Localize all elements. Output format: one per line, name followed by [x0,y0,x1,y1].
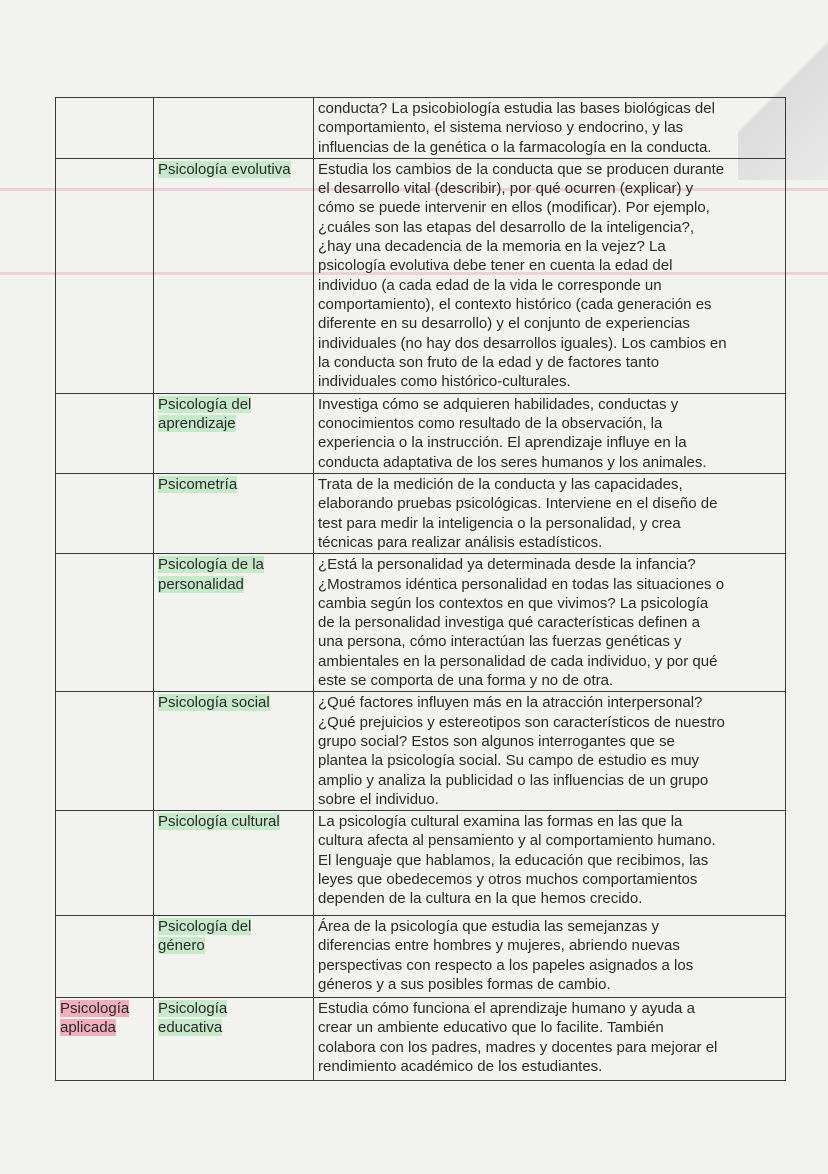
description-cell [314,692,786,811]
branch-cell-text: Psicometría [158,476,238,494]
area-cell [56,393,154,473]
table-row [56,474,786,554]
description-cell-text: Estudia cómo funciona el aprendizaje humano y ayuda a crear un ambiente educativo que lo facilite. También colabora con los padres, madres y docentes para mejorar el rendimiento académico de los estudiantes. [318,1000,718,1076]
branch-cell-text: Psicología educativa [158,1000,228,1037]
branch-cell-text: Psicología evolutiva [158,160,291,178]
description-cell-text: conducta? La psicobiología estudia las bases biológicas del comportamiento, el sistema nervioso y endocrino, y las influencias de la genética o la farmacología en la conducta. [318,100,715,156]
description-cell-text: ¿Qué factores influyen más en la atracción interpersonal? ¿Qué prejuicios y estereotipos son característicos de nuestro grupo social? Estos son algunos interrogantes que se plantea la psicología social. Su campo de estudio es muy amplio y analiza la publicidad o las influencias de un grupo sobre el individuo. [318,694,725,808]
branch-cell [154,811,314,916]
area-cell [56,474,154,554]
table-row [56,916,786,998]
description-cell-text: ¿Está la personalidad ya determinada desde la infancia? ¿Mostramos idéntica personalidad en todas las situaciones o cambia según los contextos en que vivimos? La psicología de la personalidad investiga qué características definen a una persona, cómo interactúan las fuerzas genéticas y ambientales en la personalidad de cada individuo, y por qué este se comporta de una forma y no de otra. [318,556,725,690]
branch-cell-text: Psicología de la personalidad [158,556,264,593]
table-row [56,158,786,393]
psychology-branches-table [55,97,786,1081]
branch-cell [154,158,314,393]
table-row [56,393,786,473]
branch-cell [154,692,314,811]
table-row [56,554,786,692]
branch-cell-text: Psicología del género [158,918,252,955]
table-row [56,692,786,811]
description-cell-text: Estudia los cambios de la conducta que se producen durante el desarrollo vital (describir), por qué ocurren (explicar) y cómo se puede intervenir en ellos (modificar). Por ejemplo, ¿cuáles son las etapas del desarrollo de la inteligencia?, ¿hay una decadencia de la memoria en la vejez? La psicología evolutiva debe tener en cuenta la edad del individuo (a cada edad de la vida le corresponde un comportamiento), el contexto histórico (cada generación es diferente en su desarrollo) y el conjunto de experiencias individuales (no hay dos desarrollos iguales). Los cambios en la conducta son fruto de la edad y de factores tanto individuales como histórico-culturales. [318,160,727,391]
area-cell [56,916,154,998]
branch-cell-text: Psicología social [158,694,270,712]
area-cell [56,158,154,393]
area-cell-text: Psicología aplicada [60,1000,130,1037]
description-cell-text: La psicología cultural examina las formas en las que la cultura afecta al pensamiento y al comportamiento humano. El lenguaje que hablamos, la educación que recibimos, las leyes que obedecemos y otros muchos comportamientos dependen de la cultura en la que hemos crecido. [318,813,716,908]
description-cell [314,554,786,692]
table-row [56,98,786,159]
branch-cell [154,98,314,159]
area-cell [56,554,154,692]
branch-cell [154,474,314,554]
description-cell [314,916,786,998]
branch-cell [154,554,314,692]
area-cell [56,811,154,916]
branch-cell-text: Psicología cultural [158,813,280,831]
description-cell [314,998,786,1081]
area-cell [56,998,154,1081]
area-cell [56,98,154,159]
description-cell [314,811,786,916]
table-row [56,998,786,1081]
branch-cell [154,916,314,998]
description-cell [314,474,786,554]
table-row [56,811,786,916]
branch-cell [154,393,314,473]
description-cell [314,158,786,393]
branch-cell [154,998,314,1081]
description-cell-text: Trata de la medición de la conducta y las capacidades, elaborando pruebas psicológicas. Interviene en el diseño de test para medir la inteligencia o la personalidad, y crea técnicas para realizar análisis estadísticos. [318,476,718,551]
description-cell-text: Investiga cómo se adquieren habilidades, conductas y conocimientos como resultado de la observación, la experiencia o la instrucción. El aprendizaje influye en la conducta adaptativa de los seres humanos y los animales. [318,395,707,471]
description-cell [314,98,786,159]
description-cell [314,393,786,473]
branch-cell-text: Psicología del aprendizaje [158,395,252,433]
area-cell [56,692,154,811]
description-cell-text: Área de la psicología que estudia las semejanzas y diferencias entre hombres y mujeres, abriendo nuevas perspectivas con respecto a los papeles asignados a los géneros y a sus posibles formas de cambio. [318,918,694,994]
